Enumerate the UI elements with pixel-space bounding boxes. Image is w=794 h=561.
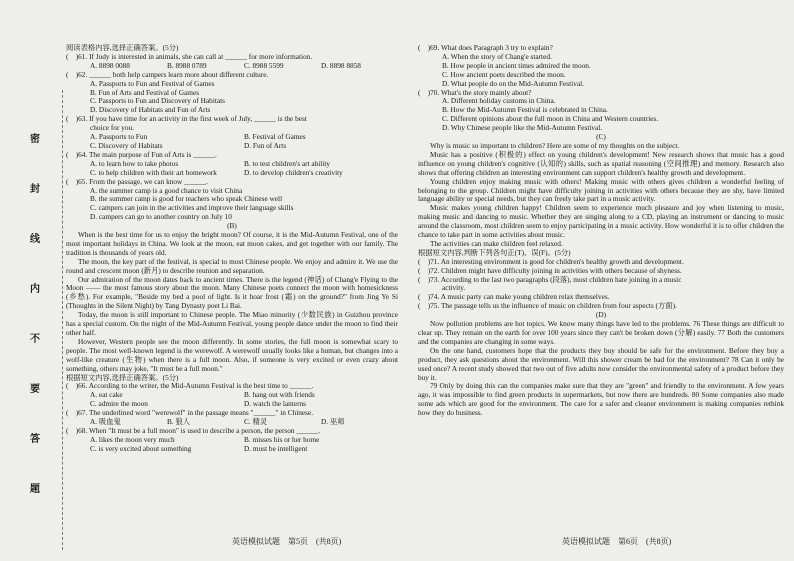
margin-char: 密 bbox=[30, 134, 40, 145]
passage-paragraph: Now pollution problems are hot topics. We know many things have led to the problems. 76 These things are difficult to clear up. They remain on the earth for over 100 years since they can't be broken down (分解) easily. 77 Both the customers and the companies are changing in some ways. bbox=[418, 319, 784, 346]
option: A. Passports to Fun and Festival of Games bbox=[90, 79, 215, 88]
margin-char: 线 bbox=[30, 234, 40, 245]
option: A. likes the moon very much bbox=[90, 434, 175, 444]
option: B. the summer camp is good for teachers who speak Chinese well bbox=[90, 195, 283, 204]
option: B. hang out with friends bbox=[244, 390, 315, 400]
question-68: ( )68. When "It must be a full moon" is used to describe a person, the person ______. bbox=[66, 426, 321, 435]
passage-paragraph: The activities can make children feel relaxed. bbox=[430, 238, 563, 248]
passage-paragraph: When is the best time for us to enjoy the bright moon? Of course, it is the Mid-Autumn Festival, one of the most important holidays in China. We look at the moon, eat moon cakes, and get together with our family. The tradition is thousands of years old. bbox=[66, 230, 398, 257]
question-64: ( )64. The main purpose of Fun of Arts is ______. bbox=[66, 150, 217, 159]
option: A. the summer camp is a good chance to visit China bbox=[90, 186, 243, 195]
margin-char: 题 bbox=[30, 484, 40, 495]
option: C. Different opinions about the full moon in China and Western countries. bbox=[442, 115, 659, 124]
passage-paragraph: Music makes young children happy! Children seem to experience much pleasure and joy when listening to music, making music and dancing to music. Whether they are singing along to a CD, playing an instrument or dancing to music around the classroom, most children seem to enjoy participating in a music activity. How wonderful it is to offer children the chance to take part in some activities about music. bbox=[418, 203, 784, 240]
question-63: ( )63. If you have time for an activity in the first week of July, ______ is the best bbox=[66, 115, 307, 124]
option: B. 8988 0789 bbox=[167, 60, 207, 70]
question-67: ( )67. The underlined word "werewolf" in the passage means "______" in Chinese. bbox=[66, 409, 314, 418]
passage-c-label: (C) bbox=[596, 133, 606, 142]
option: A. 吸血鬼 bbox=[90, 417, 121, 427]
option: C. 8988 5599 bbox=[244, 60, 284, 70]
option: C. How ancient poets described the moon. bbox=[442, 70, 566, 79]
section-header: 根据短文内容,选择正确答案。(5分) bbox=[66, 373, 179, 382]
option: A. Passports to Fun bbox=[90, 132, 148, 142]
page-footer: 英语模拟试题 第6页 (共8页) bbox=[562, 537, 672, 546]
passage-paragraph: Music has a positive (积极的) effect on young children's development! New research shows that music has a good influence on young children's cognitive (认知的) skills, such as spatial reasoning (空间推理) and memory. Research also shows that offering children an interesting environment can support children's healthy growth and development. bbox=[418, 149, 784, 177]
option: A. eat cake bbox=[90, 390, 123, 400]
option: D. Why Chinese people like the Mid-Autumn Festival. bbox=[442, 124, 603, 133]
option: D. Discovery of Habitats and Fun of Arts bbox=[90, 106, 211, 115]
option: B. Festival of Games bbox=[244, 132, 306, 142]
passage-paragraph: Today, the moon is still important to Chinese people. The Miao minority (少数民族) in Guizhou province has a special custom. On the night of the Mid-Autumn Festival, young people dance under the moon to find their other half. bbox=[66, 310, 398, 337]
margin-char: 答 bbox=[30, 434, 40, 445]
question-66: ( )66. According to the writer, the Mid-Autumn Festival is the best time to ______. bbox=[66, 382, 314, 391]
question-69: ( )69. What does Paragraph 3 try to explain? bbox=[418, 44, 553, 52]
option: B. Fun of Arts and Festival of Games bbox=[90, 88, 200, 97]
option: C. Passports to Fun and Discovery of Habitats bbox=[90, 97, 225, 106]
margin-char: 不 bbox=[30, 334, 40, 345]
option: D. Fun of Arts bbox=[244, 140, 287, 150]
option: B. misses his or her home bbox=[244, 434, 320, 444]
seal-dashed-line bbox=[62, 90, 63, 550]
right-column bbox=[418, 44, 784, 418]
tf-question-74: ( )74. A music party can make young children relax themselves. bbox=[418, 293, 610, 302]
option: C. admire the moon bbox=[90, 399, 148, 409]
passage-paragraph: 79 Only by doing this can the companies make sure that they are "green" and friendly to the environment. A few years ago, it was impossible to find green products in supermarkets, but now there are hundreds. 80 Some companies also made some ads which are good for the environment. The care for a safer and cleaner environment is making companies rethink how they do business. bbox=[418, 381, 784, 418]
margin-char: 要 bbox=[30, 384, 40, 395]
tf-question-75: ( )75. The passage tells us the influence of music on children from four aspects (方面). bbox=[418, 302, 677, 311]
option: D. campers can go to another country on July 10 bbox=[90, 213, 232, 222]
passage-paragraph: The moon, the key part of the festival, is special to most Chinese people. We enjoy and admire it. We use the round and crescent moon (新月) to describe reunion and separation. bbox=[66, 256, 398, 275]
question-70: ( )70. What's the story mainly about? bbox=[418, 88, 532, 97]
page-footer: 英语模拟试题 第5页 (共8页) bbox=[232, 537, 342, 546]
passage-paragraph: On the one hand, customers hope that the products they buy should be safe for the environment. Before they buy a product, they ask questions about the environment. Will this shower cream be bad for the environment? 78 Can it only be used once? A recent study showed that two out of five adults now consider the environmental safety of a product before they buy it. bbox=[418, 345, 784, 382]
margin-char: 内 bbox=[30, 284, 40, 295]
tf-question-71: ( )71. An interesting environment is good for children's healthy growth and development. bbox=[418, 257, 684, 266]
question-63-cont: choice for you. bbox=[90, 124, 134, 133]
question-61: ( )61. If Judy is interested in animals, she can call at ______ for more information. bbox=[66, 52, 313, 61]
option: D. must be intelligent bbox=[244, 443, 308, 453]
tf-question-73: ( )73. According to the last two paragraphs (段落), most children hate joining in a music bbox=[418, 275, 682, 284]
option: A. When the story of Chang'e started. bbox=[442, 52, 552, 61]
passage-d-label: (D) bbox=[595, 311, 607, 320]
option: D. 巫师 bbox=[321, 417, 345, 427]
tf-question-73-cont: activity. bbox=[442, 284, 466, 293]
tf-question-72: ( )72. Children might have difficulty joining in activities with others because of shyness. bbox=[418, 266, 682, 275]
option: D. 8898 8858 bbox=[321, 60, 361, 70]
passage-b-label: (B) bbox=[227, 222, 237, 231]
passage-paragraph: Why is music so important to children? Here are some of my thoughts on the subject. bbox=[430, 140, 680, 150]
option: B. to test children's art ability bbox=[244, 158, 331, 168]
option: D. watch the lanterns bbox=[244, 399, 307, 409]
passage-paragraph: Our admiration of the moon dates back to ancient times. There is the legend (神话) of Chang'e Flying to the Moon —— the most famous story about the moon. Many Chinese poets connect the moon with homesickness (乡愁). For example, "Beside my bed a pool of light. Is it hoar frost (霜) on the ground?" from Jing Ye Si (Thoughts in the Silent Night) by Tang Dynasty poet Li Bai. bbox=[66, 274, 398, 311]
option: A. Different holiday customs in China. bbox=[442, 97, 556, 106]
question-62: ( )62. ______ both help campers learn more about different culture. bbox=[66, 70, 269, 79]
section-header: 阅读表格内容,选择正确答案。(5分) bbox=[66, 44, 179, 52]
option: C. campers can join in the activities and improve their language skills bbox=[90, 204, 294, 213]
option: C. 精灵 bbox=[244, 417, 268, 427]
left-column bbox=[66, 44, 398, 454]
option: D. to develop children's creativity bbox=[244, 167, 343, 177]
option: C. is very excited about something bbox=[90, 443, 192, 453]
option: B. How the Mid-Autumn Festival is celebrated in China. bbox=[442, 106, 608, 115]
passage-paragraph: Young children enjoy making music with others! Making music with others gives children a wonderful feeling of belonging to the group. Children might have difficulty joining in activities with others because they are shy, have limited language ability or special needs, but they can freely take part in a music activity. bbox=[418, 176, 784, 204]
option: C. to help children with their art homework bbox=[90, 167, 217, 177]
option: A. to learn how to take photos bbox=[90, 158, 179, 168]
page-6 bbox=[412, 0, 794, 561]
option: A. 8898 0088 bbox=[90, 60, 130, 70]
option: B. 狼人 bbox=[167, 417, 191, 427]
margin-char: 封 bbox=[30, 184, 40, 195]
passage-paragraph: However, Western people see the moon differently. In some stories, the full moon is somewhat scary to people. The most well-known legend is the werewolf. A werewolf usually looks like a human, but changes into a wolf-like creature (生物) when there is a full moon. Also, if someone is very excited or even crazy about something, others may joke, "It must be a full moon." bbox=[66, 336, 398, 373]
seal-line-margin bbox=[18, 40, 58, 520]
option: C. Discovery of Habitats bbox=[90, 140, 163, 150]
option: B. How people in ancient times admired the moon. bbox=[442, 61, 591, 70]
option: D. What people do on the Mid-Autumn Festival. bbox=[442, 79, 584, 88]
section-header: 根据短文内容,判断下列各句正(T)、误(F)。(5分) bbox=[418, 248, 571, 257]
question-65: ( )65. From the passage, we can know ______. bbox=[66, 177, 208, 186]
